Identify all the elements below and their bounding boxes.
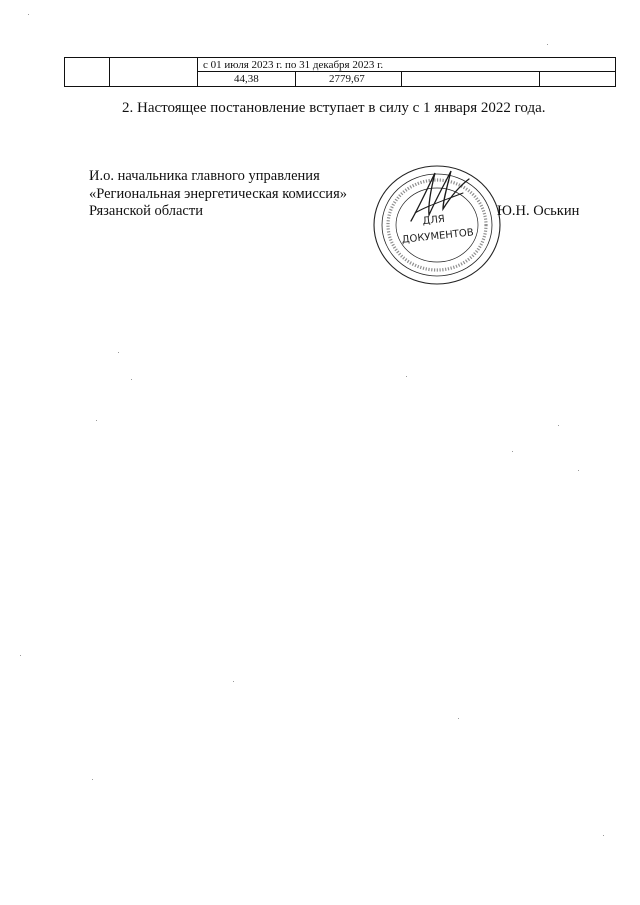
official-stamp [371, 163, 503, 287]
stamp-text-line-2: ДОКУМЕНТОВ [401, 227, 475, 246]
stamp-text-line-1: ДЛЯ [422, 213, 446, 228]
effective-date-paragraph: 2. Настоящее постановление вступает в силу с 1 января 2022 года. [122, 100, 546, 116]
table-value-2: 2779,67 [329, 73, 365, 85]
tariff-table-fragment [64, 57, 616, 87]
signer-name: Ю.Н. Оськин [497, 203, 580, 219]
signer-position [89, 168, 347, 221]
position-line-2: «Региональная энергетическая комиссия» [89, 185, 347, 202]
period-label: с 01 июля 2023 г. по 31 декабря 2023 г. [203, 59, 384, 71]
position-line-3: Рязанской области [89, 203, 203, 219]
position-line-1: И.о. начальника главного управления [89, 168, 320, 184]
table-value-1: 44,38 [234, 73, 259, 85]
